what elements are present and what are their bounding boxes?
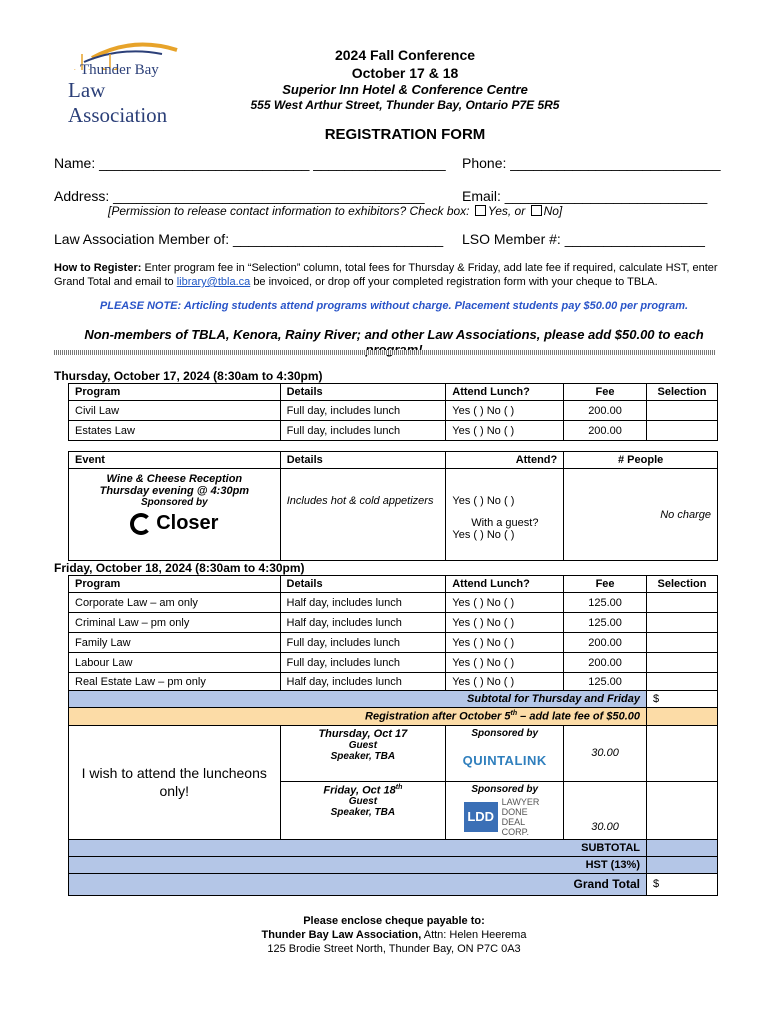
program-name: Criminal Law – pm only [69, 613, 281, 633]
selection-cell[interactable] [647, 593, 718, 613]
col-lunch: Attend Lunch? [446, 384, 564, 401]
col-event: Event [69, 452, 281, 469]
fri-sponsored: Sponsored by [471, 783, 539, 795]
event-sponsored: Sponsored by [141, 497, 208, 508]
lunch-choice[interactable]: Yes ( ) No ( ) [446, 633, 564, 653]
nonmember-note: Non-members of TBLA, Kenora, Rainy River; and other Law Associations, please add $50.00 to each [84, 327, 704, 342]
lunch-choice[interactable]: Yes ( ) No ( ) [446, 653, 564, 673]
col-event-details: Details [280, 452, 446, 469]
thu-speaker: Guest Speaker, TBA [330, 739, 396, 762]
articling-note: PLEASE NOTE: Articling students attend programs without charge. Placement students pay $50.00 per program. [99, 300, 689, 312]
luncheon-only: I wish to attend the luncheons only! [69, 725, 281, 839]
guest-question: With a guest? [471, 517, 539, 529]
phone-field[interactable]: Phone: ___________________________ [462, 155, 721, 171]
event-name: Wine & Cheese Reception [106, 473, 243, 485]
selection-cell[interactable] [647, 673, 718, 691]
program-name: Estates Law [69, 421, 281, 441]
ldd-logo [464, 797, 546, 837]
howto-text1: Enter program fee in “Selection” column, total fees for Thursday & Friday, add late fee if required, calculate HST, enter Grand Total and email to [54, 262, 718, 288]
permission-line [108, 204, 562, 218]
event-attend-cell[interactable] [446, 469, 564, 561]
program-name: Labour Law [69, 653, 281, 673]
thu-sponsored: Sponsored by [471, 727, 539, 739]
selection-cell[interactable] [647, 653, 718, 673]
subtotal-value[interactable]: $ [647, 691, 718, 708]
no-label: No] [543, 204, 563, 218]
table-row [69, 421, 718, 441]
table-row [69, 653, 718, 673]
fri-day-sup: th [395, 783, 403, 791]
divider [54, 350, 716, 355]
col-lunch: Attend Lunch? [446, 576, 564, 593]
no-charge: No charge [564, 469, 718, 561]
lso-field[interactable]: LSO Member #: __________________ [462, 231, 705, 247]
no-checkbox[interactable] [531, 205, 542, 216]
subtotal-total-row [69, 839, 718, 856]
subtotal-total-label: SUBTOTAL [69, 839, 647, 856]
selection-cell[interactable] [646, 421, 717, 441]
closer-logo-text: Closer [156, 512, 219, 534]
event-attend[interactable]: Yes ( ) No ( ) [452, 495, 515, 507]
payment-footer [54, 914, 734, 956]
program-details: Full day, includes lunch [280, 401, 446, 421]
name-field[interactable]: Name: ___________________________ _________________ [54, 155, 446, 171]
closer-logo [130, 512, 218, 535]
howto-label: How to Register: [54, 262, 142, 274]
program-fee: 125.00 [564, 593, 647, 613]
program-details: Half day, includes lunch [280, 593, 446, 613]
thu-sponsor-cell [446, 725, 564, 781]
friday-table [68, 575, 718, 896]
subtotal-row [69, 691, 718, 708]
table-row [69, 633, 718, 653]
late-fee-label [69, 708, 647, 726]
program-details: Half day, includes lunch [280, 613, 446, 633]
friday-title: Friday, October 18, 2024 (8:30am to 4:30pm) [54, 561, 305, 575]
library-email-link[interactable]: library@tbla.ca [176, 276, 251, 288]
fri-lunch-fee: 30.00 [564, 781, 647, 839]
program-details: Full day, includes lunch [280, 421, 446, 441]
fri-speaker: Guest Speaker, TBA [330, 796, 396, 819]
form-title: REGISTRATION FORM [324, 126, 486, 143]
col-selection: Selection [647, 576, 718, 593]
venue: Superior Inn Hotel & Conference Centre [282, 82, 528, 97]
program-name: Real Estate Law – pm only [69, 673, 281, 691]
logo-line2: Law Association [68, 78, 168, 127]
program-fee: 125.00 [564, 613, 647, 633]
program-fee: 200.00 [564, 421, 647, 441]
table-row [69, 613, 718, 633]
selection-cell[interactable] [647, 613, 718, 633]
col-fee: Fee [564, 384, 647, 401]
hst-row [69, 856, 718, 873]
late-fee-text2: – add late fee of $50.00 [517, 710, 640, 723]
event-when: Thursday evening @ 4:30pm [99, 485, 250, 497]
guest-answer[interactable]: Yes ( ) No ( ) [452, 529, 515, 541]
table-row [69, 593, 718, 613]
logo-line1: Thunder Bay [80, 62, 159, 78]
table-row [69, 401, 718, 421]
hst-label: HST (13%) [69, 856, 647, 873]
footer-attn: Attn: Helen Heerema [421, 929, 527, 941]
col-program: Program [69, 384, 281, 401]
program-fee: 200.00 [564, 653, 647, 673]
conference-title: 2024 Fall Conference [334, 47, 476, 63]
program-details: Half day, includes lunch [280, 673, 446, 691]
program-details: Full day, includes lunch [280, 653, 446, 673]
fri-sponsor-cell [446, 781, 564, 839]
event-info [69, 469, 281, 561]
permission-text: [Permission to release contact information to exhibitors? Check box: [108, 204, 470, 218]
col-attend: Attend? [446, 452, 564, 469]
yes-checkbox[interactable] [475, 205, 486, 216]
selection-cell[interactable] [646, 401, 717, 421]
quintalink-logo: QUINTALINK [462, 752, 547, 768]
event-table [68, 451, 718, 561]
col-selection: Selection [646, 384, 717, 401]
program-fee: 200.00 [564, 633, 647, 653]
selection-cell[interactable] [647, 633, 718, 653]
table-row [69, 673, 718, 691]
venue-address: 555 West Arthur Street, Thunder Bay, Ontario P7E 5R5 [250, 98, 560, 112]
lunch-choice[interactable]: Yes ( ) No ( ) [446, 673, 564, 691]
friday-lunch-info [280, 781, 446, 839]
tbla-logo [62, 40, 202, 127]
col-program: Program [69, 576, 281, 593]
program-fee: 125.00 [564, 673, 647, 691]
col-people: # People [564, 452, 718, 469]
program-fee: 200.00 [564, 401, 647, 421]
grand-total-row [69, 873, 718, 895]
lunch-choice[interactable]: Yes ( ) No ( ) [446, 421, 564, 441]
yes-label: Yes, or [487, 204, 526, 218]
thu-lunch-fee: 30.00 [564, 725, 647, 781]
selection-cell[interactable] [647, 725, 718, 781]
thursday-title: Thursday, October 17, 2024 (8:30am to 4:30pm) [54, 369, 323, 383]
lunch-choice[interactable]: Yes ( ) No ( ) [446, 401, 564, 421]
thursday-table [68, 383, 718, 441]
program-name: Corporate Law – am only [69, 593, 281, 613]
subtotal-label: Subtotal for Thursday and Friday [69, 691, 647, 708]
program-name: Civil Law [69, 401, 281, 421]
grand-total-value[interactable]: $ [647, 873, 718, 895]
late-fee-sup: th [510, 710, 518, 717]
fri-day [287, 784, 440, 797]
program-name: Family Law [69, 633, 281, 653]
closer-ring-icon [130, 513, 152, 535]
address-field[interactable]: Address: ________________________________________ [54, 188, 425, 204]
grand-total-label: Grand Total [69, 873, 647, 895]
event-details: Includes hot & cold appetizers [280, 469, 446, 561]
fri-day-text: Friday, Oct 18 [323, 784, 396, 797]
hst-value[interactable] [647, 856, 718, 873]
footer-payee: Thunder Bay Law Association, [261, 929, 422, 941]
program-details: Full day, includes lunch [280, 633, 446, 653]
email-field[interactable]: Email: __________________________ [462, 188, 708, 204]
how-to-register [54, 261, 734, 289]
ldd-logo-text: LAWYER DONE DEAL CORP. [501, 796, 540, 837]
ldd-logo-box: LDD [464, 802, 498, 832]
late-fee-value[interactable] [647, 708, 718, 726]
thu-day: Thursday, Oct 17 [318, 727, 408, 740]
selection-cell[interactable] [647, 781, 718, 839]
member-field[interactable]: Law Association Member of: ___________________________ [54, 231, 444, 247]
howto-text2: be invoiced, or drop off your completed registration form with your cheque to TBLA. [253, 276, 658, 288]
footer-line3: 125 Brodie Street North, Thunder Bay, ON P7C 0A3 [267, 943, 521, 955]
conference-dates: October 17 & 18 [351, 65, 459, 81]
subtotal-total-value[interactable] [647, 839, 718, 856]
lunch-choice[interactable]: Yes ( ) No ( ) [446, 593, 564, 613]
col-details: Details [280, 576, 446, 593]
late-fee-text: Registration after October 5 [365, 710, 511, 723]
late-fee-row [69, 708, 718, 726]
lunch-choice[interactable]: Yes ( ) No ( ) [446, 613, 564, 633]
thursday-lunch-info [280, 725, 446, 781]
col-fee: Fee [564, 576, 647, 593]
footer-line2 [54, 928, 734, 942]
col-details: Details [280, 384, 446, 401]
footer-line1: Please enclose cheque payable to: [303, 915, 485, 927]
